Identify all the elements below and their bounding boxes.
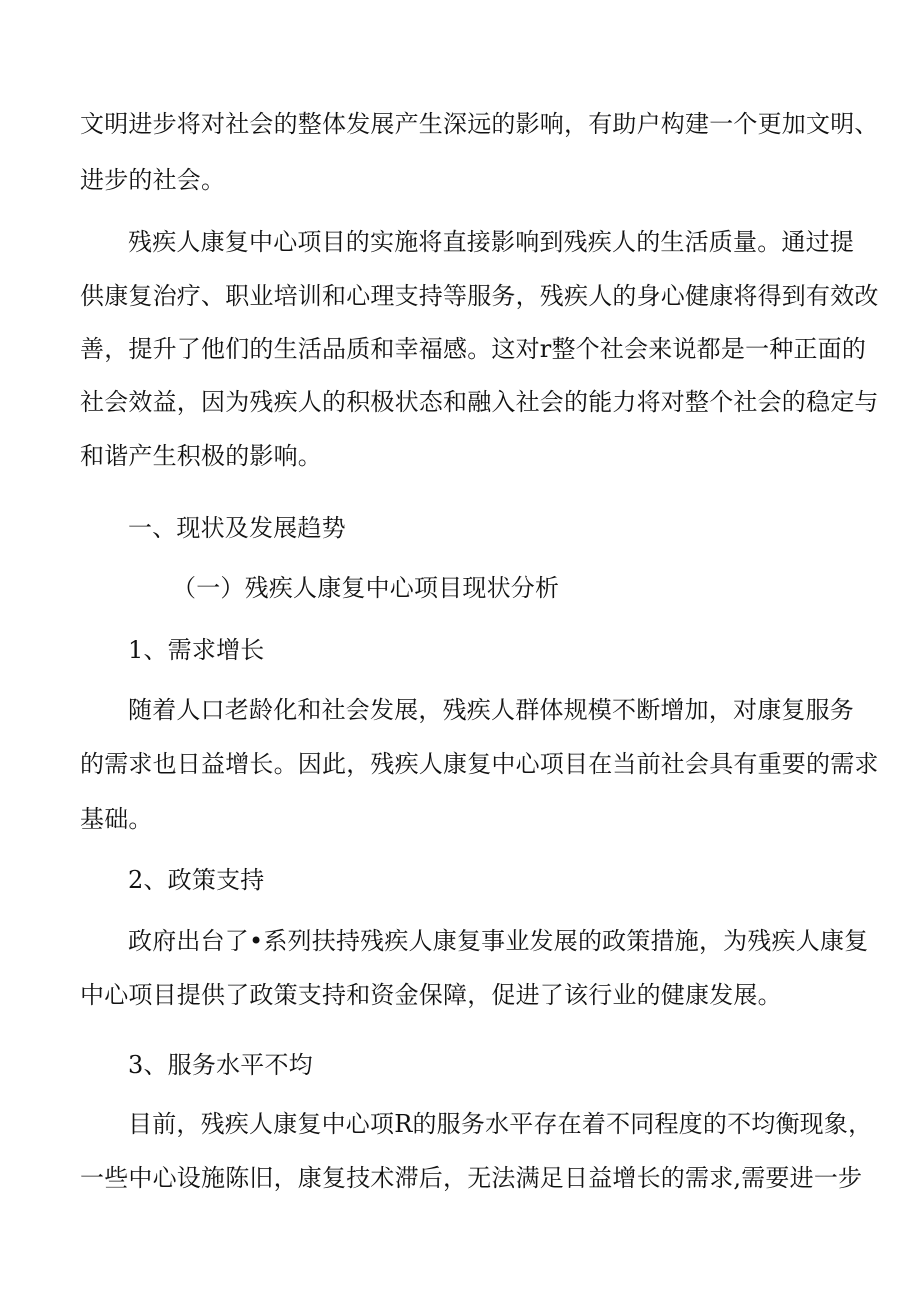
paragraph-line: 文明进步将对社会的整体发展产生深远的影响，有助户构建一个更加文明、: [80, 110, 879, 138]
paragraph-line: 和谐产生积极的影响。: [80, 442, 322, 470]
paragraph-line: 的需求也日益增长。因此，残疾人康复中心项目在当前社会具有重要的需求: [80, 750, 879, 778]
paragraph-line: 政府出台了•系列扶持残疾人康复事业发展的政策措施，为残疾人康复: [128, 927, 869, 955]
paragraph-line: 基础。: [80, 805, 153, 833]
paragraph-line: 供康复治疗、职业培训和心理支持等服务，残疾人的身心健康将得到有效改: [80, 282, 879, 310]
paragraph-line: 社会效益，因为残疾人的积极状态和融入社会的能力将对整个社会的稳定与: [80, 388, 879, 416]
paragraph-line: 一些中心设施陈旧，康复技术滞后，无法满足日益增长的需求,需要进一步: [80, 1164, 863, 1192]
item-heading: 3、服务水平不均: [128, 1051, 313, 1079]
paragraph-line: 进步的社会。: [80, 166, 226, 194]
paragraph-line: 中心项目提供了政策支持和资金保障，促进了该行业的健康发展。: [80, 981, 782, 1009]
paragraph-line: 残疾人康复中心项目的实施将直接影响到残疾人的生活质量。通过提: [128, 228, 854, 256]
section-heading: 一、现状及发展趋势: [128, 514, 346, 542]
item-heading: 2、政策支持: [128, 866, 265, 894]
item-heading: 1、需求增长: [128, 636, 265, 664]
paragraph-line: 善，提升了他们的生活品质和幸福感。这对r整个社会来说都是一种正面的: [80, 335, 867, 363]
paragraph-line: 随着人口老龄化和社会发展，残疾人群体规模不断增加，对康复服务: [128, 696, 854, 724]
paragraph-line: 目前，残疾人康复中心项R的服务水平存在着不同程度的不均衡现象，: [128, 1110, 873, 1138]
subsection-heading: （一）残疾人康复中心项目现状分析: [172, 574, 560, 602]
